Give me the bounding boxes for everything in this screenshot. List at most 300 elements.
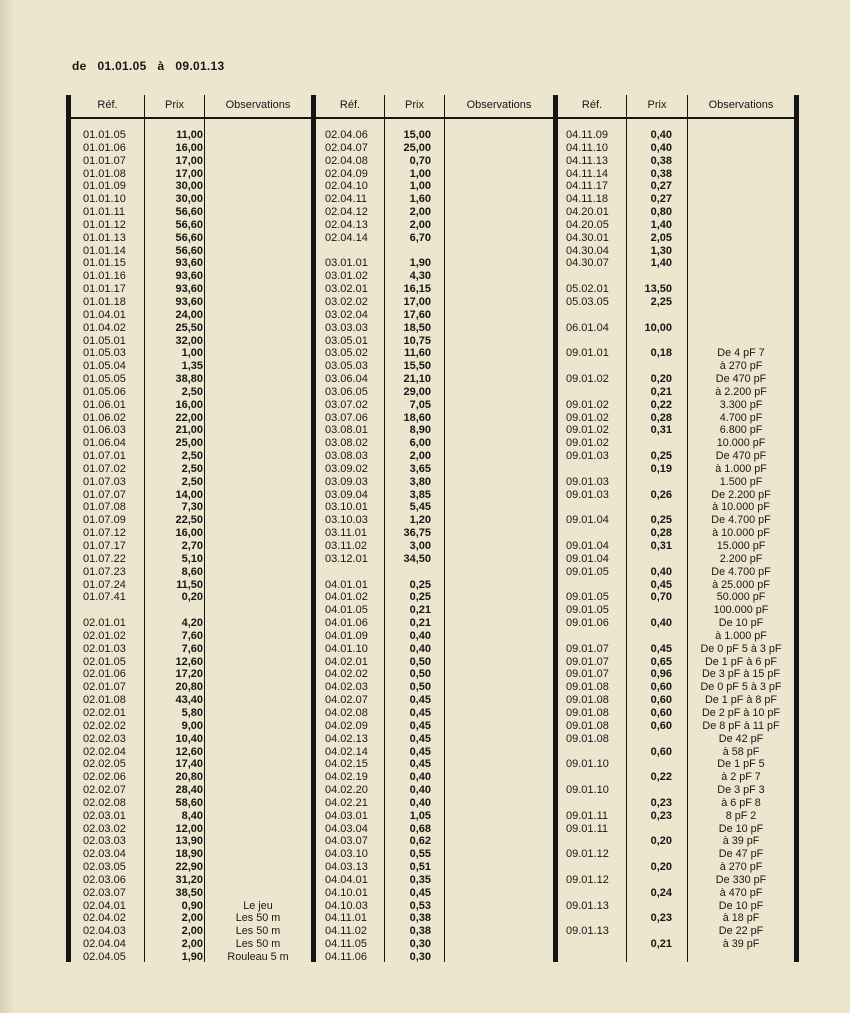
ref-cell: 09.01.08 xyxy=(566,681,609,694)
prix-cell: 17,00 xyxy=(175,167,203,180)
ref-cell: 03.11.01 xyxy=(325,527,368,540)
ref-cell: 04.02.14 xyxy=(325,745,368,758)
ref-cell: 01.06.04 xyxy=(83,437,126,450)
prix-cell: 21,00 xyxy=(175,424,203,437)
ref-cell: 09.01.08 xyxy=(566,694,609,707)
ref-cell: 09.01.03 xyxy=(566,450,609,463)
ref-cell: 09.01.02 xyxy=(566,373,609,386)
ref-cell: 02.04.02 xyxy=(83,912,126,925)
ref-cell: 02.04.04 xyxy=(83,938,126,951)
ref-cell: 04.11.09 xyxy=(566,129,609,141)
ref-cell: 03.06.04 xyxy=(325,373,368,386)
ref-cell: 02.01.07 xyxy=(83,681,126,694)
prix-cell: 0,62 xyxy=(409,835,431,848)
ref-cell: 09.01.05 xyxy=(566,565,609,578)
prix-cell: 7,60 xyxy=(181,642,203,655)
prix-cell: 2,00 xyxy=(181,912,203,925)
prix-cell: 6,70 xyxy=(409,231,431,244)
prix-cell: 3,65 xyxy=(409,462,431,475)
prix-cell: 36,75 xyxy=(403,527,431,540)
ref-cell: 09.01.02 xyxy=(566,424,609,437)
prix-cell: 18,60 xyxy=(403,411,431,424)
prix-cell: 0,21 xyxy=(650,385,672,398)
prix-cell: 0,45 xyxy=(409,886,431,899)
ref-cell: 02.03.06 xyxy=(83,873,126,886)
ref-cell: 09.01.01 xyxy=(566,347,609,360)
ref-cell: 02.04.14 xyxy=(325,231,368,244)
prix-cell: 1,35 xyxy=(181,360,203,373)
header-prix: Prix xyxy=(647,99,667,111)
ref-cell: 03.12.01 xyxy=(325,552,368,565)
prix-cell: 15,50 xyxy=(403,360,431,373)
observations-cell: Rouleau 5 m xyxy=(227,951,289,963)
observations-cell: Les 50 m xyxy=(235,938,281,951)
prix-cell: 18,50 xyxy=(403,321,431,334)
prix-cell: 30,00 xyxy=(175,180,203,193)
ref-cell: 02.02.02 xyxy=(83,719,126,732)
ref-cell: 04.11.18 xyxy=(566,193,609,206)
prix-cell: 22,90 xyxy=(175,861,203,874)
prix-cell: 0,65 xyxy=(650,655,672,668)
prix-cell: 0,68 xyxy=(409,822,431,835)
prix-cell: 0,45 xyxy=(409,719,431,732)
prix-cell: 17,20 xyxy=(175,668,203,681)
page-binding-shadow xyxy=(0,0,14,1013)
ref-cell: 03.08.03 xyxy=(325,450,368,463)
prix-cell: 16,15 xyxy=(403,283,431,296)
header-ref: Réf. xyxy=(97,99,118,111)
ref-cell: 01.01.15 xyxy=(83,257,126,270)
observations-cell: à 1.000 pF xyxy=(715,462,767,475)
observations-cell: De 10 pF xyxy=(718,899,764,912)
prix-cell: 12,00 xyxy=(175,822,203,835)
prix-cell: 2,05 xyxy=(650,231,672,244)
prix-cell: 1,30 xyxy=(650,244,672,257)
ref-cell: 01.06.03 xyxy=(83,424,126,437)
prix-cell: 25,00 xyxy=(175,437,203,450)
ref-cell: 03.02.01 xyxy=(325,283,368,296)
prix-cell: 0,60 xyxy=(650,681,672,694)
ref-cell: 02.02.01 xyxy=(83,706,126,719)
prix-cell: 0,40 xyxy=(409,796,431,809)
ref-cell: 04.02.08 xyxy=(325,706,368,719)
table-rule xyxy=(444,95,445,962)
prix-cell: 0,40 xyxy=(650,141,672,154)
observations-cell: à 2.200 pF xyxy=(715,385,767,398)
ref-cell: 03.02.04 xyxy=(325,308,368,321)
ref-cell: 04.01.06 xyxy=(325,617,368,630)
prix-cell: 5,10 xyxy=(181,552,203,565)
header-prix: Prix xyxy=(405,99,424,111)
prix-cell: 16,00 xyxy=(175,141,203,154)
ref-cell: 02.04.03 xyxy=(83,925,126,938)
prix-cell: 25,00 xyxy=(403,141,431,154)
ref-cell: 01.01.09 xyxy=(83,180,126,193)
ref-cell: 02.04.06 xyxy=(325,129,368,141)
prix-cell: 1,00 xyxy=(181,347,203,360)
prix-cell: 0,38 xyxy=(650,167,672,180)
prix-cell: 0,60 xyxy=(650,719,672,732)
ref-cell: 01.01.07 xyxy=(83,154,126,167)
ref-cell: 09.01.04 xyxy=(566,552,609,565)
prix-cell: 0,80 xyxy=(650,206,672,219)
ref-cell: 09.01.08 xyxy=(566,719,609,732)
prix-cell: 0,60 xyxy=(650,706,672,719)
ref-cell: 04.30.01 xyxy=(566,231,609,244)
prix-cell: 0,38 xyxy=(650,154,672,167)
prix-cell: 1,90 xyxy=(181,951,203,963)
prix-cell: 0,50 xyxy=(409,668,431,681)
prix-cell: 0,31 xyxy=(650,424,672,437)
observations-cell: De 10 pF xyxy=(718,617,764,630)
ref-cell: 02.02.03 xyxy=(83,732,126,745)
observations-cell: à 18 pF xyxy=(722,912,760,925)
header-rule xyxy=(66,117,799,119)
prix-cell: 0,45 xyxy=(650,578,672,591)
ref-cell: 04.03.10 xyxy=(325,848,368,861)
ref-cell: 01.01.17 xyxy=(83,283,126,296)
prix-cell: 14,00 xyxy=(175,488,203,501)
prix-cell: 25,50 xyxy=(175,321,203,334)
prix-cell: 17,60 xyxy=(403,308,431,321)
prix-cell: 0,55 xyxy=(409,848,431,861)
prix-cell: 1,00 xyxy=(409,180,431,193)
ref-cell: 01.07.02 xyxy=(83,462,126,475)
ref-cell: 02.02.07 xyxy=(83,784,126,797)
ref-cell: 03.05.02 xyxy=(325,347,368,360)
observations-cell: De 10 pF xyxy=(718,822,764,835)
ref-cell: 09.01.12 xyxy=(566,873,609,886)
prix-cell: 0,19 xyxy=(650,462,672,475)
header-observations: Observations xyxy=(225,99,291,111)
prix-cell: 58,60 xyxy=(175,796,203,809)
prix-cell: 43,40 xyxy=(175,694,203,707)
prix-cell: 0,90 xyxy=(181,899,203,912)
prix-cell: 21,10 xyxy=(403,373,431,386)
ref-cell: 02.04.05 xyxy=(83,951,126,963)
ref-cell: 09.01.07 xyxy=(566,655,609,668)
prix-cell: 24,00 xyxy=(175,308,203,321)
ref-cell: 01.07.03 xyxy=(83,475,126,488)
ref-cell: 04.02.20 xyxy=(325,784,368,797)
ref-cell: 09.01.11 xyxy=(566,822,609,835)
prix-cell: 0,40 xyxy=(650,129,672,141)
ref-cell: 04.11.05 xyxy=(325,938,368,951)
ref-cell: 01.05.03 xyxy=(83,347,126,360)
ref-cell: 01.07.07 xyxy=(83,488,126,501)
prix-cell: 0,23 xyxy=(650,912,672,925)
header-ref: Réf. xyxy=(339,99,361,111)
ref-cell: 01.01.18 xyxy=(83,295,126,308)
ref-cell: 01.01.14 xyxy=(83,244,126,257)
observations-cell: à 25.000 pF xyxy=(712,578,770,591)
prix-cell: 0,45 xyxy=(650,642,672,655)
ref-cell: 01.04.01 xyxy=(83,308,126,321)
ref-cell: 01.07.41 xyxy=(83,591,126,604)
prix-cell: 20,80 xyxy=(175,771,203,784)
prix-cell: 0,21 xyxy=(409,604,431,617)
prix-cell: 0,51 xyxy=(409,861,431,874)
prix-cell: 93,60 xyxy=(175,283,203,296)
ref-cell: 04.11.01 xyxy=(325,912,368,925)
observations-cell: De 1 pF à 8 pF xyxy=(704,694,777,707)
prix-cell: 34,50 xyxy=(403,552,431,565)
prix-cell: 10,40 xyxy=(175,732,203,745)
ref-cell: 01.07.24 xyxy=(83,578,126,591)
ref-cell: 03.08.01 xyxy=(325,424,368,437)
prix-cell: 3,80 xyxy=(409,475,431,488)
prix-cell: 29,00 xyxy=(403,385,431,398)
ref-cell: 04.03.13 xyxy=(325,861,368,874)
ref-cell: 03.06.05 xyxy=(325,385,368,398)
observations-cell: De 2.200 pF xyxy=(711,488,771,501)
ref-cell: 02.04.08 xyxy=(325,154,368,167)
ref-cell: 01.01.06 xyxy=(83,141,126,154)
ref-cell: 04.03.04 xyxy=(325,822,368,835)
prix-cell: 0,40 xyxy=(409,784,431,797)
ref-cell: 01.01.13 xyxy=(83,231,126,244)
ref-cell: 01.01.10 xyxy=(83,193,126,206)
observations-cell: De 8 pF à 11 pF xyxy=(702,719,780,732)
prix-cell: 0,60 xyxy=(650,745,672,758)
prix-cell: 0,25 xyxy=(409,591,431,604)
ref-cell: 02.01.03 xyxy=(83,642,126,655)
observations-cell: 10.000 pF xyxy=(716,437,766,450)
ref-cell: 04.30.04 xyxy=(566,244,609,257)
ref-cell: 04.01.02 xyxy=(325,591,368,604)
observations-cell: 100.000 pF xyxy=(713,604,769,617)
prix-cell: 0,28 xyxy=(650,411,672,424)
prix-cell: 6,00 xyxy=(409,437,431,450)
prix-cell: 30,00 xyxy=(175,193,203,206)
prix-cell: 22,00 xyxy=(175,411,203,424)
prix-cell: 0,22 xyxy=(650,398,672,411)
prix-cell: 0,25 xyxy=(650,450,672,463)
observations-cell: à 10.000 pF xyxy=(712,501,770,514)
ref-cell: 04.11.02 xyxy=(325,925,368,938)
prix-cell: 16,00 xyxy=(175,398,203,411)
ref-cell: 03.11.02 xyxy=(325,540,368,552)
prix-cell: 11,50 xyxy=(176,578,203,591)
ref-cell: 03.05.03 xyxy=(325,360,368,373)
prix-cell: 9,00 xyxy=(181,719,203,732)
observations-cell: à 2 pF 7 xyxy=(721,771,761,784)
prix-cell: 31,20 xyxy=(175,873,203,886)
observations-cell: De 4.700 pF xyxy=(711,514,771,527)
ref-cell: 02.01.01 xyxy=(83,617,126,630)
ref-cell: 04.03.01 xyxy=(325,809,368,822)
ref-cell: 03.03.03 xyxy=(325,321,368,334)
ref-cell: 04.30.07 xyxy=(566,257,609,270)
prix-cell: 2,50 xyxy=(181,462,203,475)
ref-cell: 04.02.19 xyxy=(325,771,368,784)
ref-cell: 09.01.11 xyxy=(566,809,609,822)
observations-cell: De 330 pF xyxy=(715,873,767,886)
observations-cell: De 1 pF 5 xyxy=(717,758,765,771)
prix-cell: 7,05 xyxy=(409,398,431,411)
prix-cell: 1,40 xyxy=(650,218,672,231)
prix-cell: 1,40 xyxy=(650,257,672,270)
ref-cell: 01.01.16 xyxy=(83,270,126,283)
ref-cell: 03.01.01 xyxy=(325,257,368,270)
page-heading: de 01.01.05 à 09.01.13 xyxy=(72,59,225,73)
observations-cell: De 2 pF à 10 pF xyxy=(701,706,781,719)
ref-cell: 01.01.08 xyxy=(83,167,126,180)
prix-cell: 0,70 xyxy=(650,591,672,604)
observations-cell: à 1.000 pF xyxy=(715,629,767,642)
ref-cell: 04.02.02 xyxy=(325,668,368,681)
observations-cell: De 42 pF xyxy=(718,732,764,745)
observations-cell: De 3 pF 3 xyxy=(717,784,765,797)
ref-cell: 03.09.03 xyxy=(325,475,368,488)
ref-cell: 02.01.05 xyxy=(83,655,126,668)
ref-cell: 04.02.13 xyxy=(325,732,368,745)
observations-cell: Les 50 m xyxy=(235,912,281,925)
observations-cell: Le jeu xyxy=(243,899,273,912)
prix-cell: 18,90 xyxy=(175,848,203,861)
ref-cell: 09.01.02 xyxy=(566,411,609,424)
ref-cell: 03.07.02 xyxy=(325,398,368,411)
prix-cell: 5,80 xyxy=(181,706,203,719)
prix-cell: 0,45 xyxy=(409,706,431,719)
observations-cell: De 3 pF à 15 pF xyxy=(701,668,781,681)
prix-cell: 15,00 xyxy=(403,129,431,141)
prix-cell: 12,60 xyxy=(175,655,203,668)
prix-cell: 56,60 xyxy=(175,206,203,219)
prix-cell: 2,50 xyxy=(181,385,203,398)
ref-cell: 04.02.01 xyxy=(325,655,368,668)
ref-cell: 01.01.05 xyxy=(83,129,126,141)
prix-cell: 0,23 xyxy=(650,796,672,809)
observations-cell: 6.800 pF xyxy=(719,424,763,437)
ref-cell: 04.02.09 xyxy=(325,719,368,732)
prix-cell: 0,21 xyxy=(409,617,431,630)
ref-cell: 09.01.10 xyxy=(566,758,609,771)
observations-cell: De 470 pF xyxy=(715,373,767,386)
ref-cell: 09.01.02 xyxy=(566,398,609,411)
ref-cell: 02.01.08 xyxy=(83,694,126,707)
prix-cell: 0,20 xyxy=(650,861,672,874)
ref-cell: 04.02.03 xyxy=(325,681,368,694)
ref-cell: 01.06.02 xyxy=(83,411,126,424)
ref-cell: 09.01.03 xyxy=(566,488,609,501)
prix-cell: 10,00 xyxy=(644,321,672,334)
prix-cell: 28,40 xyxy=(175,784,203,797)
observations-cell: De 0 pF 5 à 3 pF xyxy=(700,681,782,694)
prix-cell: 0,40 xyxy=(409,771,431,784)
ref-cell: 03.09.02 xyxy=(325,462,368,475)
prix-cell: 5,45 xyxy=(409,501,431,514)
prix-cell: 0,40 xyxy=(409,629,431,642)
ref-cell: 09.01.08 xyxy=(566,706,609,719)
ref-cell: 09.01.03 xyxy=(566,475,609,488)
prix-cell: 38,50 xyxy=(175,886,203,899)
ref-cell: 09.01.13 xyxy=(566,925,609,938)
ref-cell: 01.07.17 xyxy=(83,540,126,552)
header-ref: Réf. xyxy=(581,99,603,111)
prix-cell: 2,00 xyxy=(409,206,431,219)
ref-cell: 09.01.05 xyxy=(566,604,609,617)
prix-cell: 0,45 xyxy=(409,732,431,745)
prix-cell: 0,22 xyxy=(650,771,672,784)
ref-cell: 04.20.05 xyxy=(566,218,609,231)
ref-cell: 09.01.07 xyxy=(566,668,609,681)
ref-cell: 03.02.02 xyxy=(325,295,368,308)
prix-cell: 17,40 xyxy=(175,758,203,771)
prix-cell: 8,40 xyxy=(181,809,203,822)
observations-cell: De 4 pF 7 xyxy=(717,347,765,360)
prix-cell: 0,23 xyxy=(650,809,672,822)
prix-cell: 2,50 xyxy=(181,475,203,488)
observations-cell: à 270 pF xyxy=(719,861,763,874)
ref-cell: 04.03.07 xyxy=(325,835,368,848)
prix-cell: 8,60 xyxy=(181,565,203,578)
prix-cell: 0,53 xyxy=(409,899,431,912)
ref-cell: 04.02.15 xyxy=(325,758,368,771)
prix-cell: 0,21 xyxy=(650,938,672,951)
observations-cell: De 0 pF 5 à 3 pF xyxy=(700,642,782,655)
observations-cell: De 22 pF xyxy=(718,925,764,938)
prix-cell: 2,00 xyxy=(409,450,431,463)
ref-cell: 01.07.12 xyxy=(83,527,126,540)
ref-cell: 02.03.01 xyxy=(83,809,126,822)
prix-cell: 2,50 xyxy=(181,450,203,463)
prix-cell: 32,00 xyxy=(175,334,203,347)
ref-cell: 03.10.03 xyxy=(325,514,368,527)
prix-cell: 20,80 xyxy=(175,681,203,694)
prix-cell: 4,20 xyxy=(181,617,203,630)
prix-cell: 11,60 xyxy=(404,347,431,360)
ref-cell: 02.04.01 xyxy=(83,899,126,912)
ref-cell: 01.07.01 xyxy=(83,450,126,463)
prix-cell: 1,00 xyxy=(409,167,431,180)
ref-cell: 04.02.21 xyxy=(325,796,368,809)
ref-cell: 01.05.05 xyxy=(83,373,126,386)
observations-cell: De 4.700 pF xyxy=(711,565,771,578)
table-rule-left xyxy=(66,95,71,962)
ref-cell: 04.11.14 xyxy=(566,167,609,180)
ref-cell: 05.02.01 xyxy=(566,283,609,296)
ref-cell: 02.01.06 xyxy=(83,668,126,681)
prix-cell: 0,30 xyxy=(409,938,431,951)
ref-cell: 01.01.12 xyxy=(83,218,126,231)
prix-cell: 0,30 xyxy=(409,951,431,963)
ref-cell: 04.11.13 xyxy=(566,154,609,167)
observations-cell: De 1 pF à 6 pF xyxy=(704,655,777,668)
prix-cell: 2,00 xyxy=(409,218,431,231)
ref-cell: 04.10.03 xyxy=(325,899,368,912)
table-rule-group xyxy=(553,95,558,962)
ref-cell: 03.09.04 xyxy=(325,488,368,501)
prix-cell: 7,30 xyxy=(181,501,203,514)
prix-cell: 2,00 xyxy=(181,925,203,938)
ref-cell: 06.01.04 xyxy=(566,321,609,334)
prix-cell: 0,70 xyxy=(409,154,431,167)
prix-cell: 93,60 xyxy=(175,295,203,308)
ref-cell: 02.03.07 xyxy=(83,886,126,899)
ref-cell: 04.01.09 xyxy=(325,629,368,642)
prix-cell: 8,90 xyxy=(409,424,431,437)
prix-cell: 2,25 xyxy=(650,295,672,308)
prix-cell: 10,75 xyxy=(403,334,431,347)
observations-cell: à 470 pF xyxy=(719,886,763,899)
ref-cell: 09.01.04 xyxy=(566,540,609,552)
prix-cell: 0,35 xyxy=(409,873,431,886)
ref-cell: 03.01.02 xyxy=(325,270,368,283)
header-observations: Observations xyxy=(466,99,532,111)
ref-cell: 04.11.06 xyxy=(325,951,368,963)
prix-cell: 56,60 xyxy=(175,231,203,244)
